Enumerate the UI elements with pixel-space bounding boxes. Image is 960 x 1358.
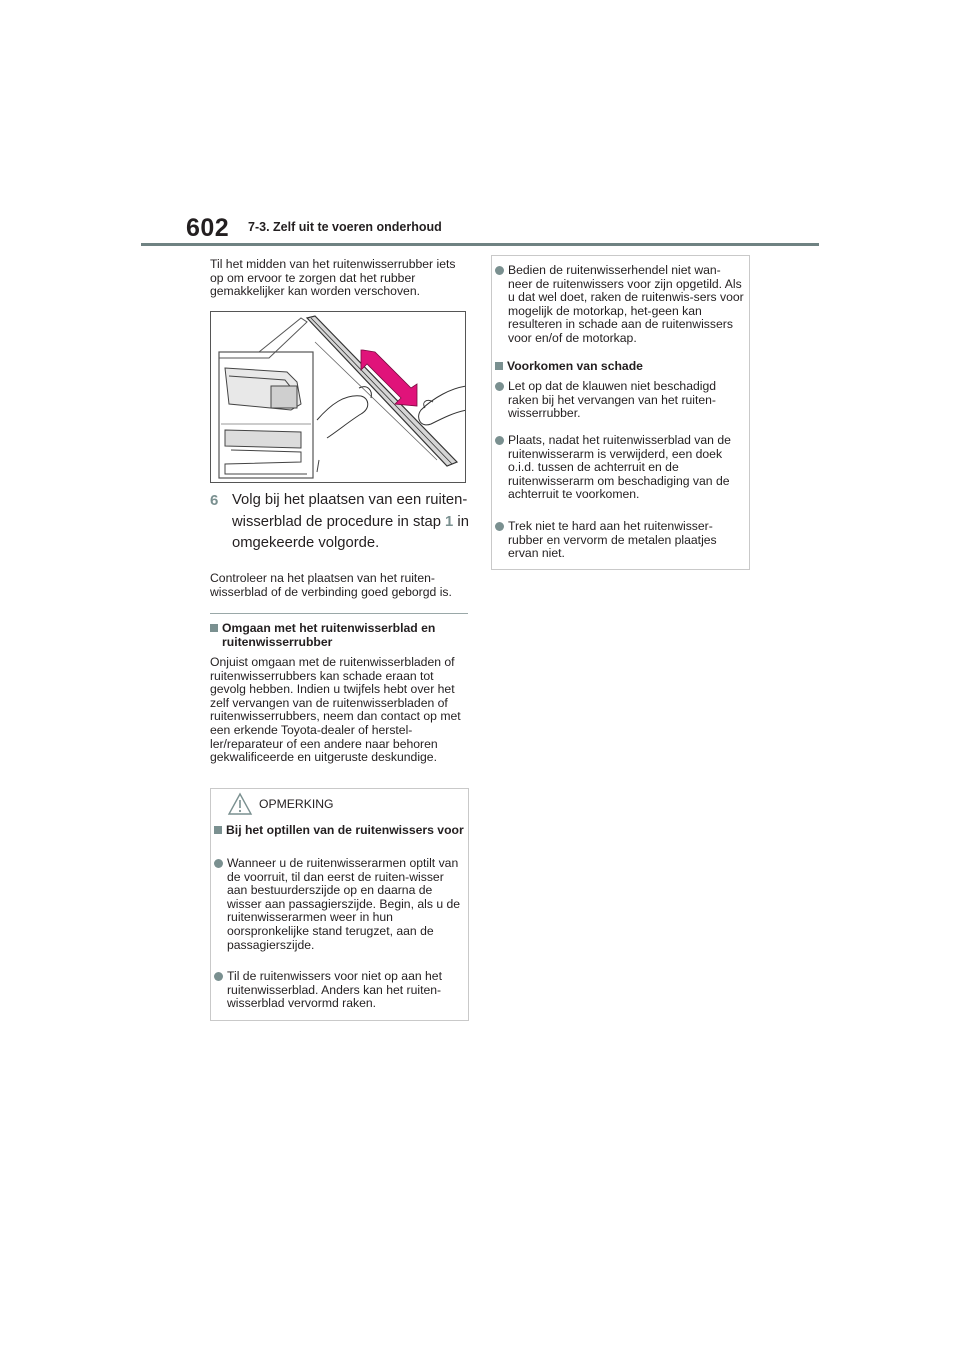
right-heading-text: Voorkomen van schade bbox=[507, 359, 643, 373]
right-bullet-2-text: Plaats, nadat het ruitenwisserblad van de ruitenwisserarm is verwijderd, een doek o.i.d. tussen de achterruit en de ruitenwisserarm om beschadiging van de achterruit te voorkomen. bbox=[508, 433, 731, 502]
step-text-end: in omgekeerde volgorde. bbox=[232, 513, 469, 551]
omgaan-heading bbox=[210, 622, 472, 649]
warning-triangle-icon bbox=[227, 792, 253, 821]
note-heading bbox=[214, 824, 464, 838]
wiper-drawing bbox=[211, 312, 466, 483]
step-number: 6 bbox=[210, 492, 219, 509]
step-ref: 1 bbox=[445, 513, 454, 530]
section-title: 7-3. Zelf uit te voeren onderhoud bbox=[248, 220, 442, 234]
round-bullet-icon bbox=[495, 522, 504, 531]
round-bullet-icon bbox=[214, 972, 223, 981]
section-divider bbox=[210, 613, 468, 614]
step-6 bbox=[210, 490, 472, 555]
square-bullet-icon bbox=[214, 826, 222, 834]
right-bullet-top-text: Bedien de ruitenwisserhendel niet wan-neer de ruitenwissers voor zijn opgetild. Als u dat wel doet, raken de ruitenwis-sers voor mogelijk de motorkap, het-geen kan resulteren in schade aan de ruitenwissers voor en/of de motorkap. bbox=[508, 263, 744, 345]
round-bullet-icon bbox=[495, 382, 504, 391]
right-bullet-3 bbox=[495, 520, 745, 561]
round-bullet-icon bbox=[495, 266, 504, 275]
note-bullet-1 bbox=[214, 857, 464, 952]
omgaan-body: Onjuist omgaan met de ruitenwisserbladen of ruitenwisserrubbers kan schade eraan tot gevolg hebben. Indien u twijfels hebt over het zelf vervangen van de ruitenwisserbladen of ruitenwisserrubbers, neem dan contact op met een erkende Toyota-dealer of herstel-ler/reparateur of een andere naar behoren gekwalificeerde en uitgeruste deskundige. bbox=[210, 655, 461, 765]
right-bullet-1-text: Let op dat de klauwen niet beschadigd raken bij het vervangen van het ruiten-wisserrubber. bbox=[508, 379, 717, 421]
round-bullet-icon bbox=[495, 436, 504, 445]
right-bullet-top bbox=[495, 264, 745, 346]
omgaan-heading-text: Omgaan met het ruitenwisserblad en ruitenwisserrubber bbox=[222, 621, 436, 649]
intro-text: Til het midden van het ruitenwisserrubber iets op om ervoor te zorgen dat het rubber gemakkelijker kan worden verschoven. bbox=[210, 257, 456, 299]
header-rule bbox=[141, 243, 819, 246]
right-bullet-1 bbox=[495, 380, 745, 421]
page-number: 602 bbox=[186, 214, 230, 242]
note-heading-text: Bij het optillen van de ruitenwissers voor bbox=[226, 823, 464, 837]
right-bullet-2 bbox=[495, 434, 745, 502]
square-bullet-icon bbox=[210, 624, 218, 632]
note-bullet-2-text: Til de ruitenwissers voor niet op aan het ruitenwisserblad. Anders kan het ruiten-wisserblad vervormd raken. bbox=[227, 969, 442, 1011]
step-text-main: Volg bij het plaatsen van een ruiten-wisserblad de procedure in stap bbox=[232, 492, 468, 530]
note-bullet-1-text: Wanneer u de ruitenwisserarmen optilt van de voorruit, til dan eerst de ruiten-wisser aan bestuurderszijde op en daarna de wisser aan passagierszijde. Begin, als u de ruitenwisserarmen weer in hun oorspronkelijke stand terugzet, aan de passagierszijde. bbox=[227, 856, 461, 952]
note-bullet-2 bbox=[214, 970, 464, 1011]
round-bullet-icon bbox=[214, 859, 223, 868]
note-title: OPMERKING bbox=[259, 797, 334, 811]
right-bullet-3-text: Trek niet te hard aan het ruitenwisser-rubber en vervorm de metalen plaatjes ervan niet. bbox=[508, 519, 717, 561]
step-text bbox=[210, 490, 472, 555]
right-heading bbox=[495, 360, 745, 374]
square-bullet-icon bbox=[495, 362, 503, 370]
wiper-illustration bbox=[210, 311, 466, 483]
after-step-text: Controleer na het plaatsen van het ruiten-wisserblad of de verbinding goed geborgd is. bbox=[210, 571, 452, 599]
